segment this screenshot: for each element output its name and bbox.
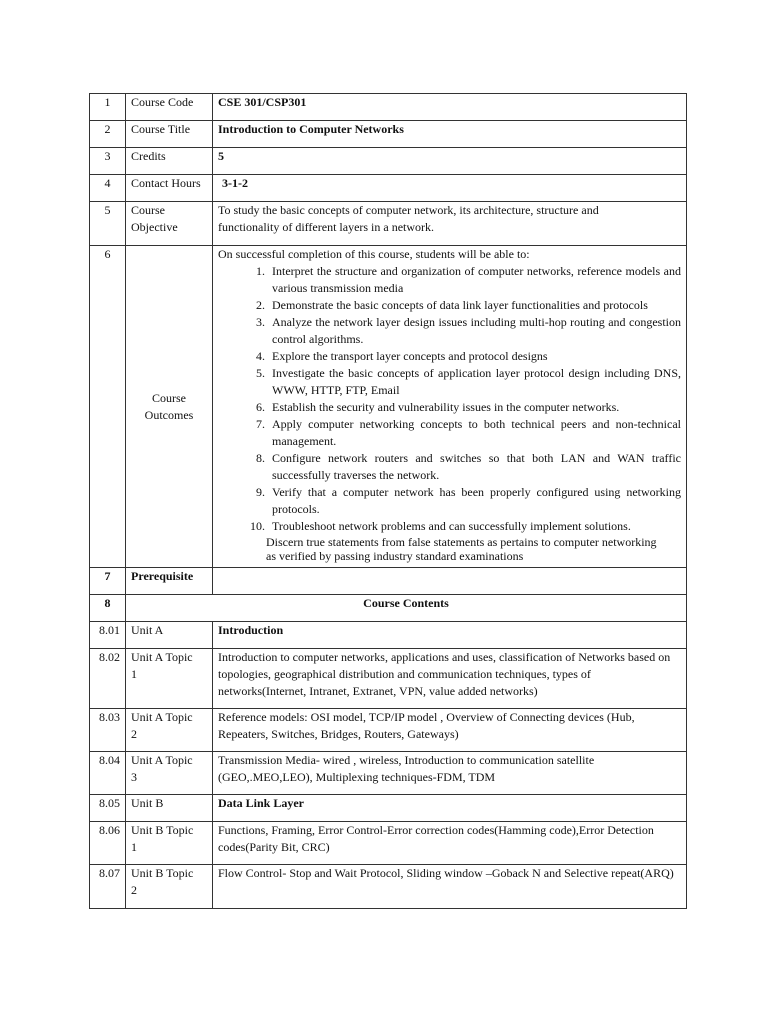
row-label — [126, 202, 213, 246]
unit-label-line: 1 — [131, 840, 137, 854]
unit-label-line: Unit B Topic — [131, 823, 194, 837]
row-label-line: Course — [152, 390, 186, 405]
objective-line: To study the basic concepts of computer network, its architecture, structure and — [218, 203, 599, 217]
outcome-item: 10. Troubleshoot network problems and can successfully implement solutions. — [268, 518, 681, 535]
content-text: Flow Control- Stop and Wait Protocol, Sliding window –Goback N and Selective repeat(ARQ) — [213, 865, 687, 909]
content-text: Data Link Layer — [213, 795, 687, 822]
course-title-value: Introduction to Computer Networks — [213, 121, 687, 148]
unit-label-line: 2 — [131, 727, 137, 741]
row-label-line: Course — [131, 203, 165, 217]
discern-line: Discern true statements from false statements as pertains to computer networking — [266, 535, 657, 549]
content-unit-label: Unit B — [126, 795, 213, 822]
row-label-line: Objective — [131, 220, 178, 234]
outcome-item: 1. Interpret the structure and organization of computer networks, reference models and various transmission media — [268, 263, 681, 297]
row-course-contents-header — [90, 595, 687, 622]
course-contents-heading: Course Contents — [126, 595, 687, 622]
content-text: Reference models: OSI model, TCP/IP model , Overview of Connecting devices (Hub, Repeaters, Switches, Bridges, Routers, Gateways) — [213, 709, 687, 752]
outcomes-list — [218, 263, 681, 535]
discern-line: as verified by passing industry standard examinations — [266, 549, 524, 563]
row-label — [126, 246, 213, 568]
row-label: Credits — [126, 148, 213, 175]
row-course-title — [90, 121, 687, 148]
row-number: 2 — [90, 121, 126, 148]
content-number: 8.03 — [90, 709, 126, 752]
content-text: Transmission Media- wired , wireless, Introduction to communication satellite (GEO,.MEO,LEO), Multiplexing techniques-FDM, TDM — [213, 752, 687, 795]
content-number: 8.04 — [90, 752, 126, 795]
content-number: 8.01 — [90, 622, 126, 649]
row-credits — [90, 148, 687, 175]
prerequisite-value — [213, 568, 687, 595]
row-label: Course Code — [126, 94, 213, 121]
row-number: 7 — [90, 568, 126, 595]
content-row — [90, 822, 687, 865]
outcome-item: 8. Configure network routers and switches so that both LAN and WAN traffic successfully traverses the network. — [268, 450, 681, 484]
row-number: 1 — [90, 94, 126, 121]
objective-line: functionality of different layers in a network. — [218, 220, 435, 234]
unit-label-line: 3 — [131, 770, 137, 784]
content-text: Functions, Framing, Error Control-Error correction codes(Hamming code),Error Detection codes(Parity Bit, CRC) — [213, 822, 687, 865]
content-number: 8.06 — [90, 822, 126, 865]
row-label-line: Outcomes — [144, 407, 194, 422]
row-course-code — [90, 94, 687, 121]
row-label: Course Title — [126, 121, 213, 148]
outcome-item: 4. Explore the transport layer concepts and protocol designs — [268, 348, 681, 365]
content-unit-label — [126, 709, 213, 752]
unit-label-line: Unit A Topic — [131, 753, 193, 767]
content-row — [90, 622, 687, 649]
content-number: 8.05 — [90, 795, 126, 822]
content-number: 8.02 — [90, 649, 126, 709]
row-prerequisite — [90, 568, 687, 595]
unit-label-line: 2 — [131, 883, 137, 897]
content-unit-label — [126, 752, 213, 795]
content-text: Introduction — [213, 622, 687, 649]
outcome-item: 2. Demonstrate the basic concepts of data link layer functionalities and protocols — [268, 297, 681, 314]
row-number: 8 — [90, 595, 126, 622]
course-code-value: CSE 301/CSP301 — [213, 94, 687, 121]
row-number: 3 — [90, 148, 126, 175]
content-number: 8.07 — [90, 865, 126, 909]
content-unit-label — [126, 822, 213, 865]
outcome-item: 5. Investigate the basic concepts of application layer protocol design including DNS, WWW, HTTP, FTP, Email — [268, 365, 681, 399]
row-course-objective — [90, 202, 687, 246]
outcomes-discern-note — [218, 535, 681, 563]
outcome-item: 6. Establish the security and vulnerability issues in the computer networks. — [268, 399, 681, 416]
unit-label-line: Unit A Topic — [131, 710, 193, 724]
content-row — [90, 709, 687, 752]
course-objective-text — [213, 202, 687, 246]
row-number: 5 — [90, 202, 126, 246]
row-course-outcomes — [90, 246, 687, 568]
unit-label-line: Unit B Topic — [131, 866, 194, 880]
contact-hours-value: 3-1-2 — [213, 175, 687, 202]
row-label: Prerequisite — [126, 568, 213, 595]
unit-label-line: 1 — [131, 667, 137, 681]
content-unit-label: Unit A — [126, 622, 213, 649]
outcome-item: 3. Analyze the network layer design issues including multi-hop routing and congestion control algorithms. — [268, 314, 681, 348]
unit-label-line: Unit A Topic — [131, 650, 193, 664]
content-row — [90, 649, 687, 709]
outcome-item: 9. Verify that a computer network has been properly configured using networking protocols. — [268, 484, 681, 518]
content-row — [90, 865, 687, 909]
row-contact-hours — [90, 175, 687, 202]
row-number: 4 — [90, 175, 126, 202]
credits-value: 5 — [213, 148, 687, 175]
content-row — [90, 795, 687, 822]
row-label: Contact Hours — [126, 175, 213, 202]
content-unit-label — [126, 865, 213, 909]
outcomes-intro: On successful completion of this course, students will be able to: — [218, 247, 530, 261]
content-text: Introduction to computer networks, applications and uses, classification of Networks based on topologies, geographical distribution and communication techniques, types of networks(Internet, Intranet, Extranet, VPN, value added networks) — [213, 649, 687, 709]
content-row — [90, 752, 687, 795]
outcome-item: 7. Apply computer networking concepts to both technical peers and non-technical management. — [268, 416, 681, 450]
content-unit-label — [126, 649, 213, 709]
course-outcomes-cell — [213, 246, 687, 568]
row-number: 6 — [90, 246, 126, 568]
course-syllabus-table — [89, 93, 687, 909]
